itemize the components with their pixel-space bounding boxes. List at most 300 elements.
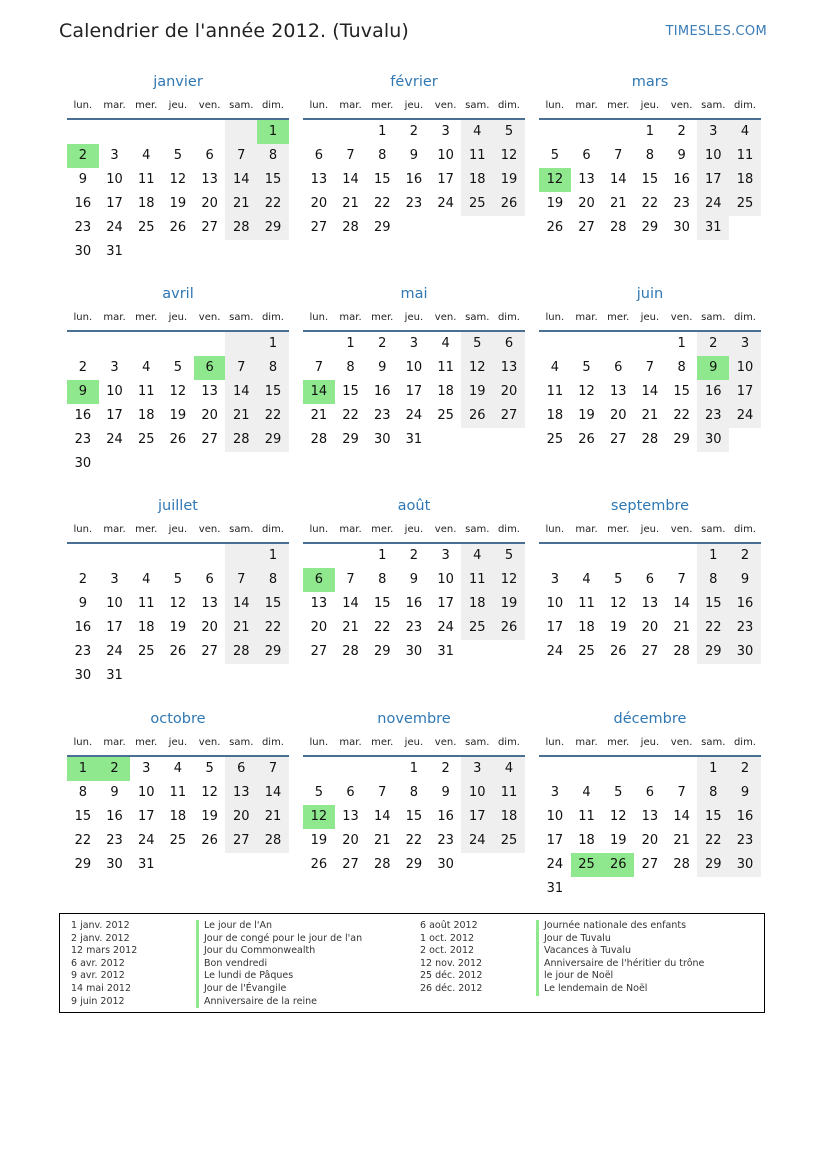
day-cell: 25 [729, 192, 761, 216]
day-cell: 5 [205, 761, 214, 776]
weekday-label: sam. [465, 100, 490, 111]
day-cell: 6 [205, 148, 214, 163]
weekday-label: ven. [670, 737, 693, 748]
legend-holiday-date: 12 nov. 2012 [420, 957, 483, 969]
legend-holiday-name: Anniversaire de la reine [196, 996, 362, 1009]
weekday-label: mer. [135, 524, 158, 535]
empty-cell [99, 544, 131, 568]
day-cell: 20 [493, 380, 525, 404]
day-cell: 10 [697, 144, 729, 168]
empty-cell [194, 544, 226, 568]
weekday-label: dim. [261, 737, 284, 748]
day-cell: 6 [645, 785, 655, 800]
weekday-label: ven. [670, 100, 693, 111]
empty-cell [225, 544, 257, 568]
day-cell: 27 [201, 644, 218, 659]
day-cell: 2 [67, 144, 99, 168]
weekday-label: lun. [73, 100, 93, 111]
day-cell: 7 [378, 785, 387, 800]
weekday-label: sam. [465, 312, 490, 323]
day-cell: 13 [641, 809, 659, 824]
empty-cell [303, 757, 335, 781]
day-cell: 1 [257, 332, 289, 356]
day-cell: 23 [437, 833, 454, 848]
empty-cell [366, 757, 398, 781]
day-cell: 13 [201, 172, 218, 187]
page-title: Calendrier de l'année 2012. (Tuvalu) [59, 20, 409, 42]
day-cell: 2 [78, 360, 87, 375]
day-cell: 3 [550, 785, 559, 800]
day-cell: 27 [493, 404, 525, 428]
day-cell: 12 [201, 785, 218, 800]
empty-cell [225, 120, 257, 144]
day-cell: 23 [74, 432, 92, 447]
day-cell: 16 [74, 620, 92, 635]
empty-cell [162, 120, 194, 144]
day-cell: 1 [697, 544, 729, 568]
weekday-label: jeu. [640, 100, 660, 111]
day-cell: 14 [225, 168, 257, 192]
weekday-label: mar. [575, 737, 598, 748]
day-cell: 18 [137, 196, 155, 211]
day-cell: 1 [378, 124, 387, 139]
day-cell: 21 [609, 196, 627, 211]
day-cell: 11 [137, 172, 155, 187]
weekday-label: lun. [545, 312, 565, 323]
day-cell: 20 [201, 196, 218, 211]
day-cell: 19 [461, 380, 493, 404]
legend-holiday-name: Jour de Tuvalu [536, 933, 704, 946]
empty-cell [67, 544, 99, 568]
day-cell: 4 [493, 757, 525, 781]
empty-cell [571, 757, 603, 781]
day-cell: 6 [194, 356, 226, 380]
holiday-legend [59, 913, 765, 1013]
day-cell: 29 [673, 432, 690, 447]
day-cell: 17 [729, 380, 761, 404]
day-cell: 27 [641, 644, 659, 659]
legend-holiday-date: 6 avr. 2012 [71, 957, 125, 969]
empty-cell [634, 757, 666, 781]
day-cell: 24 [437, 196, 454, 211]
weekday-header [539, 306, 761, 332]
day-cell: 6 [346, 785, 355, 800]
day-cell: 7 [225, 568, 257, 592]
day-cell: 26 [201, 833, 218, 848]
day-cell: 9 [409, 572, 419, 587]
weekday-label: ven. [198, 524, 221, 535]
day-cell: 6 [645, 572, 655, 587]
day-cell: 8 [78, 785, 87, 800]
day-cell: 12 [169, 596, 187, 611]
legend-holiday-name: Anniversaire de l'héritier du trône [536, 958, 704, 971]
day-cell: 19 [609, 833, 627, 848]
day-cell: 29 [257, 428, 289, 452]
day-cell: 13 [310, 172, 328, 187]
weekday-label: mer. [135, 737, 158, 748]
day-cell: 28 [342, 220, 359, 235]
legend-holiday-date: 9 juin 2012 [71, 995, 125, 1007]
empty-cell [666, 877, 698, 901]
weekday-label: lun. [309, 737, 329, 748]
day-cell: 24 [405, 408, 423, 423]
day-cell: 17 [546, 620, 564, 635]
month-name: mai [400, 286, 428, 302]
month-name: novembre [377, 711, 451, 727]
month-4 [303, 212, 525, 452]
day-cell: 25 [137, 220, 155, 235]
day-cell: 14 [373, 809, 391, 824]
day-cell: 27 [225, 829, 257, 853]
day-cell: 15 [257, 592, 289, 616]
day-cell: 1 [346, 336, 355, 351]
month-name: février [390, 74, 438, 90]
weekday-label: ven. [198, 312, 221, 323]
weekday-header [303, 94, 525, 120]
weekday-header [303, 306, 525, 332]
day-cell: 2 [99, 757, 131, 781]
day-cell: 28 [609, 220, 627, 235]
legend-holiday-date: 9 avr. 2012 [71, 970, 125, 982]
day-cell: 12 [169, 172, 187, 187]
day-cell: 24 [137, 833, 155, 848]
day-cell: 16 [373, 384, 391, 399]
day-cell: 3 [729, 332, 761, 356]
day-cell: 1 [67, 757, 99, 781]
day-cell: 25 [546, 432, 564, 447]
day-cell: 24 [546, 857, 564, 872]
empty-cell [571, 120, 603, 144]
day-cell: 2 [729, 757, 761, 781]
day-cell: 15 [405, 809, 423, 824]
empty-cell [602, 757, 634, 781]
day-cell: 20 [641, 833, 659, 848]
day-cell: 13 [225, 781, 257, 805]
day-cell: 17 [697, 168, 729, 192]
day-cell: 29 [342, 432, 359, 447]
empty-cell [162, 853, 194, 877]
day-cell: 5 [173, 148, 183, 163]
day-cell: 12 [609, 809, 627, 824]
day-cell: 19 [310, 833, 328, 848]
empty-cell [225, 332, 257, 356]
day-cell: 17 [437, 596, 454, 611]
day-cell: 1 [257, 120, 289, 144]
day-cell: 25 [571, 853, 603, 877]
day-cell: 26 [169, 220, 187, 235]
day-cell: 16 [437, 809, 454, 824]
day-cell: 26 [461, 404, 493, 428]
month-11 [539, 637, 761, 901]
day-cell: 12 [169, 384, 187, 399]
day-cell: 18 [461, 592, 493, 616]
day-cell: 21 [673, 833, 690, 848]
day-cell: 15 [697, 592, 729, 616]
empty-cell [99, 120, 131, 144]
day-cell: 16 [673, 172, 690, 187]
empty-cell [335, 544, 367, 568]
day-cell: 4 [582, 572, 591, 587]
day-cell: 13 [493, 356, 525, 380]
day-cell: 25 [137, 644, 155, 659]
day-cell: 5 [582, 360, 591, 375]
day-cell: 10 [461, 781, 493, 805]
day-cell: 4 [582, 785, 591, 800]
weekday-label: jeu. [404, 524, 424, 535]
month-name: août [397, 498, 431, 514]
day-cell: 22 [405, 833, 423, 848]
weekday-label: dim. [261, 312, 284, 323]
empty-cell [162, 544, 194, 568]
empty-cell [99, 332, 131, 356]
day-cell: 16 [697, 380, 729, 404]
day-cell: 15 [257, 380, 289, 404]
day-cell: 27 [641, 857, 659, 872]
month-1 [303, 0, 525, 240]
day-cell: 21 [373, 833, 391, 848]
day-cell: 26 [493, 192, 525, 216]
day-cell: 12 [303, 805, 335, 829]
day-cell: 10 [106, 172, 123, 187]
day-cell: 18 [546, 408, 564, 423]
day-cell: 28 [373, 857, 391, 872]
legend-names-col-2 [536, 920, 704, 996]
legend-dates-col-2 [420, 920, 482, 996]
day-cell: 28 [225, 216, 257, 240]
legend-holiday-name: Le lendemain de Noël [536, 983, 704, 996]
day-cell: 22 [373, 620, 391, 635]
day-cell: 25 [578, 644, 595, 659]
day-cell: 22 [342, 408, 359, 423]
day-cell: 20 [201, 408, 218, 423]
weekday-label: mer. [607, 100, 630, 111]
day-cell: 9 [67, 380, 99, 404]
day-cell: 7 [225, 144, 257, 168]
weekday-label: jeu. [404, 100, 424, 111]
day-cell: 13 [342, 809, 359, 824]
weekday-label: dim. [261, 100, 284, 111]
weekday-label: dim. [497, 737, 520, 748]
day-cell: 27 [578, 220, 595, 235]
day-cell: 9 [441, 785, 450, 800]
weekday-label: lun. [545, 100, 565, 111]
day-cell: 3 [110, 148, 119, 163]
day-cell: 23 [74, 644, 92, 659]
weekday-label: ven. [434, 100, 457, 111]
day-cell: 5 [461, 332, 493, 356]
day-cell: 12 [461, 356, 493, 380]
day-cell: 28 [310, 432, 328, 447]
weekday-label: jeu. [168, 524, 188, 535]
day-cell: 17 [437, 172, 454, 187]
day-grid [67, 757, 289, 877]
weekday-label: ven. [434, 524, 457, 535]
day-cell: 11 [729, 144, 761, 168]
empty-cell [539, 544, 571, 568]
empty-cell [539, 120, 571, 144]
day-cell: 29 [697, 853, 729, 877]
weekday-label: jeu. [168, 100, 188, 111]
day-cell: 18 [493, 805, 525, 829]
legend-holiday-name: Jour du Commonwealth [196, 945, 362, 958]
empty-cell [602, 877, 634, 901]
day-cell: 21 [342, 196, 359, 211]
weekday-label: dim. [733, 737, 756, 748]
weekday-label: mar. [103, 100, 126, 111]
day-cell: 17 [405, 384, 423, 399]
weekday-label: sam. [701, 737, 726, 748]
day-cell: 10 [405, 360, 423, 375]
day-cell: 18 [578, 833, 595, 848]
day-cell: 19 [493, 592, 525, 616]
legend-dates-col-1 [71, 920, 137, 1008]
day-cell: 31 [697, 216, 729, 240]
day-cell: 9 [729, 568, 761, 592]
day-cell: 10 [106, 596, 123, 611]
weekday-label: mer. [371, 312, 394, 323]
weekday-label: sam. [701, 524, 726, 535]
day-cell: 27 [201, 432, 218, 447]
day-cell: 7 [614, 148, 623, 163]
day-cell: 8 [378, 148, 387, 163]
weekday-label: mer. [371, 524, 394, 535]
day-cell: 23 [729, 616, 761, 640]
day-cell: 11 [578, 596, 595, 611]
empty-cell [335, 120, 367, 144]
brand-link[interactable]: TIMESLES.COM [665, 24, 767, 39]
day-cell: 25 [461, 192, 493, 216]
empty-cell [571, 877, 603, 901]
day-cell: 26 [546, 220, 564, 235]
day-cell: 2 [378, 336, 387, 351]
day-cell: 28 [673, 644, 690, 659]
day-cell: 4 [729, 120, 761, 144]
weekday-label: mer. [607, 737, 630, 748]
day-cell: 20 [201, 620, 218, 635]
weekday-label: dim. [497, 312, 520, 323]
day-cell: 19 [493, 168, 525, 192]
day-cell: 20 [609, 408, 627, 423]
day-cell: 29 [373, 220, 391, 235]
empty-cell [130, 332, 162, 356]
day-cell: 9 [378, 360, 387, 375]
day-cell: 6 [614, 360, 623, 375]
day-cell: 2 [441, 761, 450, 776]
day-cell: 16 [405, 172, 423, 187]
weekday-label: dim. [733, 524, 756, 535]
weekday-label: jeu. [640, 737, 660, 748]
weekday-label: mer. [371, 737, 394, 748]
empty-cell [67, 332, 99, 356]
weekday-label: ven. [434, 312, 457, 323]
month-name: juin [636, 286, 664, 302]
day-cell: 11 [137, 596, 155, 611]
day-cell: 8 [257, 356, 289, 380]
empty-cell [666, 757, 698, 781]
day-cell: 22 [257, 192, 289, 216]
day-cell: 8 [697, 781, 729, 805]
day-cell: 16 [729, 805, 761, 829]
day-cell: 26 [578, 432, 595, 447]
day-cell: 13 [641, 596, 659, 611]
day-cell: 21 [225, 192, 257, 216]
day-cell: 29 [405, 857, 423, 872]
weekday-label: sam. [229, 100, 254, 111]
day-cell: 9 [78, 596, 87, 611]
weekday-label: ven. [434, 737, 457, 748]
legend-holiday-name: Vacances à Tuvalu [536, 945, 704, 958]
weekday-label: ven. [670, 524, 693, 535]
day-cell: 9 [677, 148, 686, 163]
day-cell: 22 [373, 196, 391, 211]
weekday-label: mar. [103, 737, 126, 748]
month-7 [303, 424, 525, 664]
day-cell: 4 [142, 360, 151, 375]
empty-cell [539, 757, 571, 781]
empty-cell [602, 332, 634, 356]
empty-cell [461, 853, 493, 877]
weekday-header [303, 518, 525, 544]
day-cell: 22 [697, 616, 729, 640]
day-cell: 8 [257, 144, 289, 168]
empty-cell [303, 120, 335, 144]
weekday-label: mer. [135, 312, 158, 323]
empty-cell [493, 853, 525, 877]
day-cell: 23 [697, 404, 729, 428]
empty-cell [602, 120, 634, 144]
day-cell: 19 [169, 620, 187, 635]
day-cell: 13 [578, 172, 595, 187]
day-cell: 1 [645, 124, 655, 139]
day-cell: 18 [461, 168, 493, 192]
day-cell: 26 [602, 853, 634, 877]
day-cell: 6 [225, 757, 257, 781]
day-cell: 30 [74, 456, 92, 471]
day-cell: 12 [609, 596, 627, 611]
day-cell: 14 [225, 592, 257, 616]
day-cell: 14 [225, 380, 257, 404]
weekday-label: dim. [497, 524, 520, 535]
day-cell: 21 [342, 620, 359, 635]
weekday-header [67, 731, 289, 757]
day-cell: 14 [342, 172, 359, 187]
day-cell: 11 [461, 568, 493, 592]
day-cell: 17 [106, 408, 123, 423]
weekday-label: lun. [309, 100, 329, 111]
day-cell: 27 [310, 644, 328, 659]
day-cell: 8 [378, 572, 387, 587]
day-cell: 31 [437, 644, 454, 659]
day-cell: 14 [342, 596, 359, 611]
weekday-label: mar. [575, 524, 598, 535]
legend-holiday-date: 14 mai 2012 [71, 982, 132, 994]
day-cell: 5 [173, 572, 183, 587]
month-8 [539, 424, 761, 664]
day-cell: 31 [106, 244, 123, 259]
day-cell: 5 [614, 785, 623, 800]
day-cell: 24 [729, 404, 761, 428]
legend-holiday-name: le jour de Noël [536, 970, 704, 983]
day-cell: 12 [493, 144, 525, 168]
day-cell: 23 [405, 620, 423, 635]
day-cell: 27 [342, 857, 359, 872]
month-9 [67, 637, 289, 877]
legend-holiday-name: Le lundi de Pâques [196, 970, 362, 983]
day-cell: 15 [641, 172, 659, 187]
day-cell: 27 [201, 220, 218, 235]
day-cell: 12 [493, 568, 525, 592]
day-cell: 3 [697, 120, 729, 144]
